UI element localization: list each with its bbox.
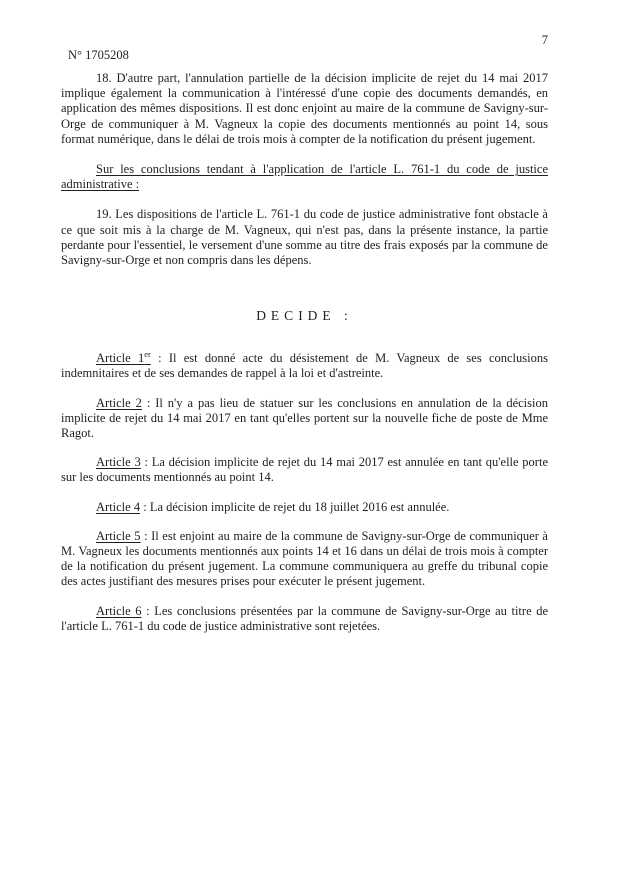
article-4 xyxy=(61,500,548,515)
paragraph-18: 18. D'autre part, l'annulation partielle de la décision implicite de rejet du 14 mai 2017 implique également la communication à l'intéressé d'une copie des documents demandés, en application des mêmes dispositions. Il est donc enjoint au maire de la commune de Savigny-sur-Orge de communiquer à M. Vagneux la copie des documents mentionnés au point 14, sous format numérique, dans le délai de trois mois à compter de la notification du présent jugement. xyxy=(61,71,548,146)
article-2-separator: : xyxy=(141,395,156,410)
section-heading-l761 xyxy=(61,162,548,192)
article-2 xyxy=(61,396,548,442)
article-1-label-text: Article 1 xyxy=(96,351,145,366)
article-3-label-text: Article 3 xyxy=(96,455,141,470)
article-3-text: La décision implicite de rejet du 14 mai 2017 est annulée en tant qu'elle porte sur les documents mentionnés au point 14. xyxy=(61,455,548,485)
article-6-label-text: Article 6 xyxy=(96,603,142,618)
article-6 xyxy=(61,604,548,634)
article-5-separator: : xyxy=(140,528,152,543)
paragraph-19: 19. Les dispositions de l'article L. 761-1 du code de justice administrative font obstacle à ce que soit mis à la charge de M. Vagneux, qui n'est pas, dans la présente instance, la partie perdante pour l'essentiel, le versement d'une somme au titre des frais exposés par la commune de Savigny-sur-Orge et non compris dans les dépens. xyxy=(61,207,548,268)
section-heading-text: Sur les conclusions tendant à l'application de l'article L. 761-1 du code de justice administrative : xyxy=(61,162,548,192)
article-2-label-text: Article 2 xyxy=(96,395,142,410)
article-4-text: La décision implicite de rejet du 18 juillet 2016 est annulée. xyxy=(149,499,450,514)
article-5-text: Il est enjoint au maire de la commune de Savigny-sur-Orge de communiquer à M. Vagneux les documents mentionnés aux points 14 et 16 dans un délai de trois mois à compter de la notification du présent jugement. La commune communiquera au greffe du tribunal copie des actes justifiant des mesures prises pour exécuter le présent jugement. xyxy=(61,528,548,589)
article-3-separator: : xyxy=(140,455,152,470)
article-1-text: Il est donné acte du désistement de M. Vagneux de ses conclusions indemnitaires et de ses demandes de rappel à la loi et d'astreinte. xyxy=(61,351,548,381)
page-number: 7 xyxy=(541,33,548,47)
article-6-text: Les conclusions présentées par la commune de Savigny-sur-Orge au titre de l'article L. 761-1 du code de justice administrative sont rejetées. xyxy=(61,603,548,633)
article-1 xyxy=(61,351,548,381)
case-number: N° 1705208 xyxy=(68,48,129,62)
article-3-label xyxy=(96,455,141,469)
article-5-label-text: Article 5 xyxy=(96,528,141,543)
article-4-label xyxy=(96,500,140,514)
article-2-label xyxy=(96,396,142,410)
decide-heading: DECIDE : xyxy=(256,308,353,324)
article-4-separator: : xyxy=(140,499,150,514)
article-1-ordinal: er xyxy=(144,349,151,360)
article-6-separator: : xyxy=(141,603,155,618)
article-3 xyxy=(61,455,548,485)
article-2-text: Il n'y a pas lieu de statuer sur les conclusions en annulation de la décision implicite de rejet du 14 mai 2017 en tant qu'elles portent sur la nouvelle fiche de poste de Mme Ragot. xyxy=(61,395,548,441)
article-5-label xyxy=(96,529,141,543)
article-1-label xyxy=(96,351,151,365)
article-4-label-text: Article 4 xyxy=(96,499,141,514)
article-1-separator: : xyxy=(150,351,169,366)
article-5 xyxy=(61,529,548,590)
article-6-label xyxy=(96,604,142,618)
